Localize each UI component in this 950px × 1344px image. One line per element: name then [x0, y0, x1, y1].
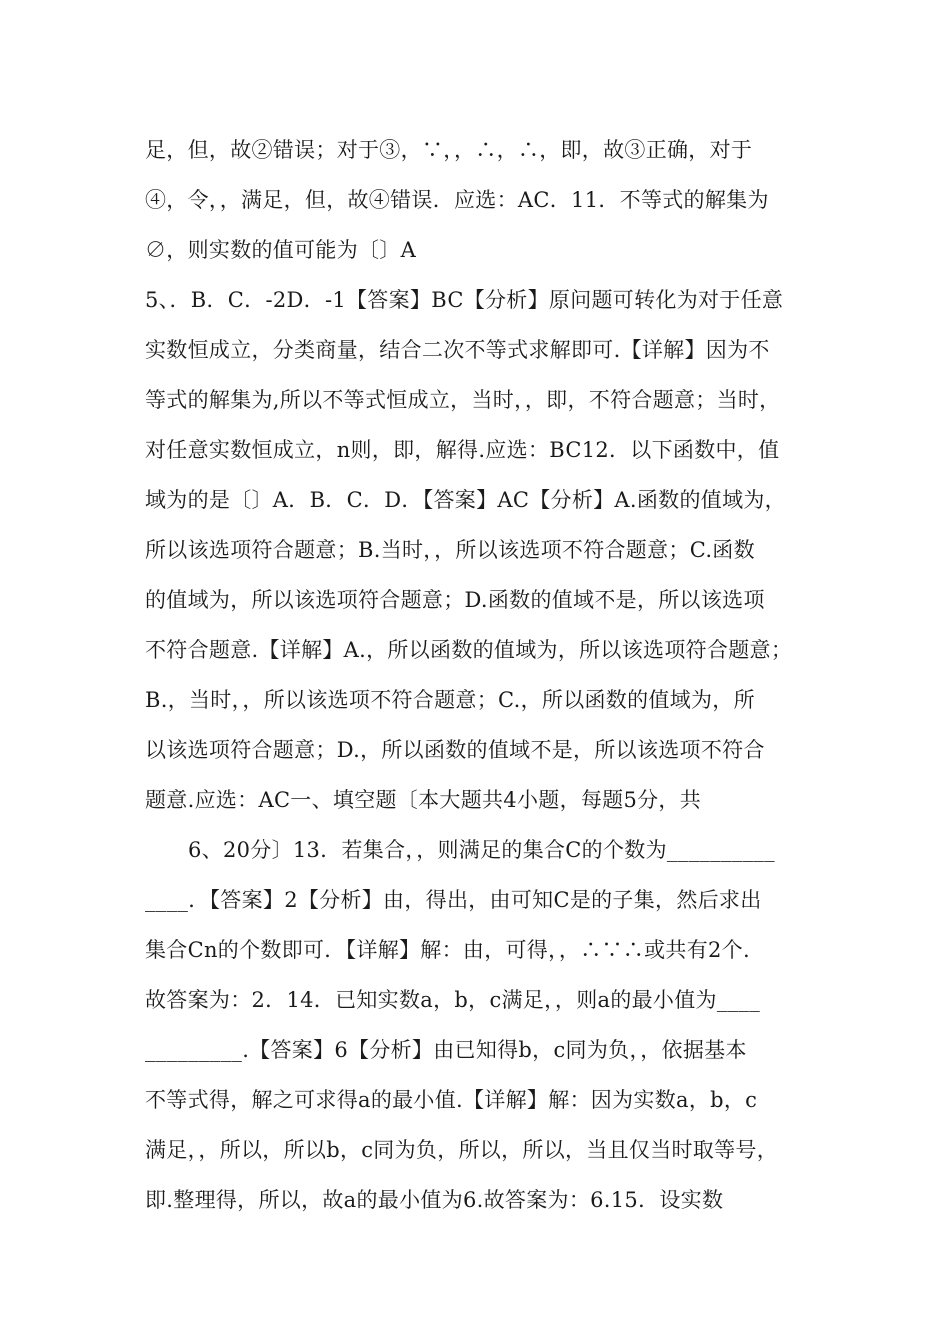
text-line: ____．【答案】2【分析】由，得出，由可知C是的子集，然后求出 — [145, 888, 762, 912]
text-line: 以该选项符合题意；D.，所以函数的值域不是，所以该选项不符合 — [145, 738, 765, 762]
text-line: 满足，，所以，所以b，c同为负，所以，所以，当且仅当时取等号， — [145, 1138, 779, 1162]
text-line: 故答案为：2．14．已知实数a，b，c满足，，则a的最小值为____ — [145, 988, 761, 1012]
text-line: 集合Cn的个数即可．【详解】解：由，可得，，∴∵∴或共有2个. — [145, 938, 750, 962]
text-line: _________.【答案】6【分析】由已知得b，c同为负，，依据基本 — [145, 1038, 747, 1062]
text-line: 不等式得，解之可求得a的最小值.【详解】解：因为实数a，b，c — [145, 1088, 758, 1112]
text-line: 实数恒成立，分类商量，结合二次不等式求解即可.【详解】因为不 — [145, 338, 770, 362]
text-line: 足，但，故②错误；对于③，∵，，∴，∴，即，故③正确，对于 — [145, 138, 753, 162]
text-line: ∅，则实数的值可能为〔〕A — [145, 238, 417, 262]
text-line: 题意.应选：AC一、填空题〔本大题共4小题，每题5分，共 — [145, 788, 702, 812]
text-line: 6、20分〕13．若集合，，则满足的集合C的个数为__________ — [188, 838, 775, 862]
text-line: 5、．B．C．-2D．-1【答案】BC【分析】原问题可转化为对于任意 — [145, 288, 784, 312]
text-line: 对任意实数恒成立，n则，即，解得.应选：BC12．以下函数中，值 — [145, 438, 780, 462]
text-line: 域为的是〔〕A．B．C．D．【答案】AC【分析】A.函数的值域为， — [145, 488, 786, 512]
text-line: 不符合题意.【详解】A.，所以函数的值域为，所以该选项符合题意； — [145, 638, 793, 662]
text-line: 即.整理得，所以，故a的最小值为6.故答案为：6.15．设实数 — [145, 1188, 724, 1212]
text-line: 等式的解集为,所以不等式恒成立，当时，，即，不符合题意；当时， — [145, 388, 781, 412]
text-line: B.，当时，，所以该选项不符合题意；C.，所以函数的值域为，所 — [145, 688, 755, 712]
text-line: 的值域为，所以该选项符合题意；D.函数的值域不是，所以该选项 — [145, 588, 765, 612]
text-line: 所以该选项符合题意；B.当时，，所以该选项不符合题意；C.函数 — [145, 538, 755, 562]
text-line: ④，令，，满足，但，故④错误．应选：AC．11．不等式的解集为 — [145, 188, 769, 212]
